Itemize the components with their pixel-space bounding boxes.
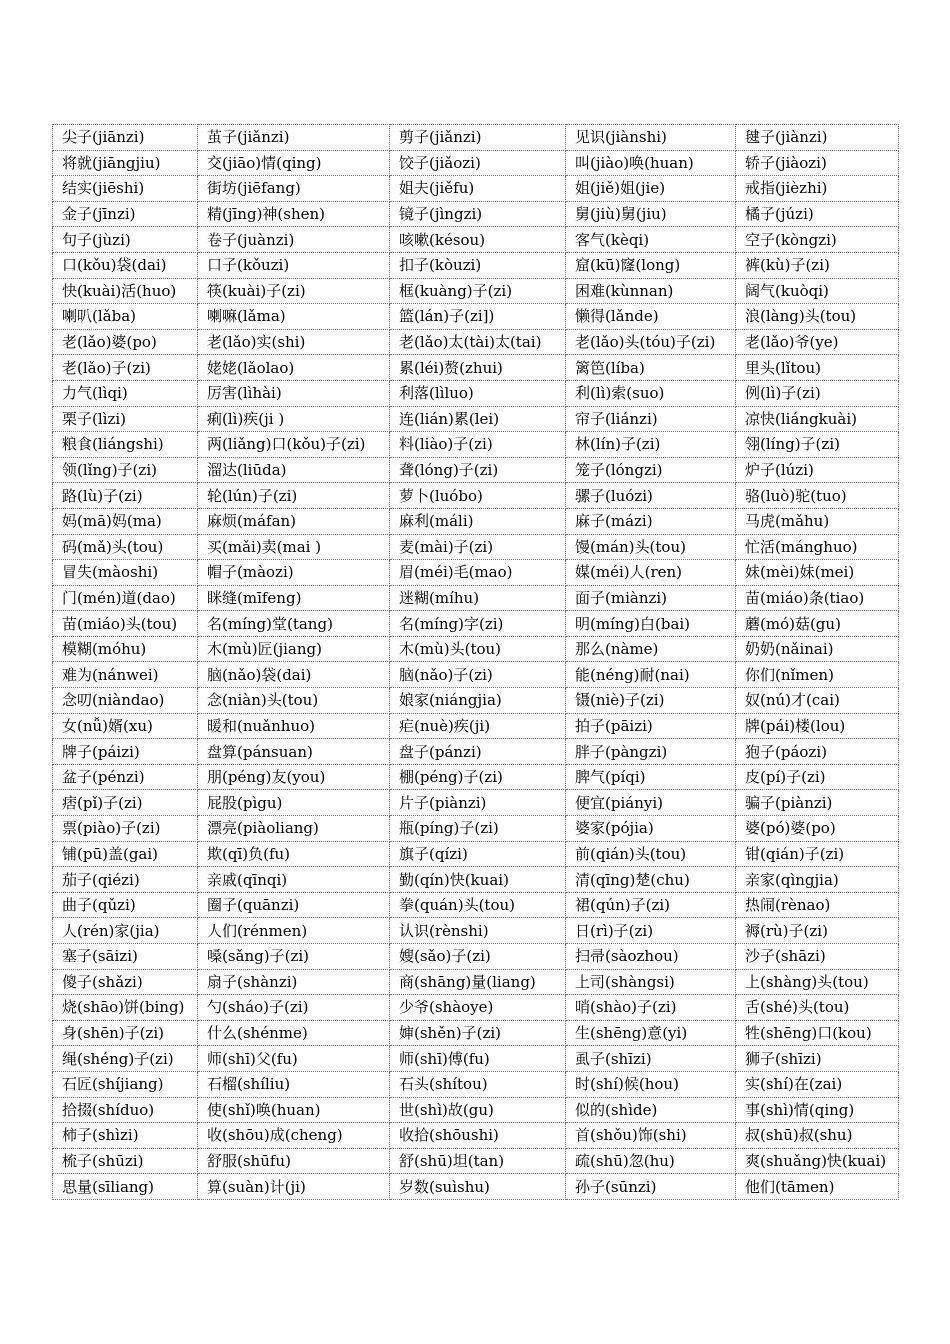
word-cell: 扇子(shànzi)	[198, 969, 390, 995]
word-cell: 老(lǎo)婆(po)	[53, 329, 198, 355]
word-cell: 票(piào)子(zi)	[53, 816, 198, 842]
word-cell: 口子(kǒuzi)	[198, 252, 390, 278]
word-cell: 聋(lóng)子(zi)	[390, 457, 566, 483]
word-cell: 师(shī)父(fu)	[198, 1046, 390, 1072]
word-cell: 老(lǎo)太(tài)太(tai)	[390, 329, 566, 355]
word-cell: 金子(jīnzi)	[53, 201, 198, 227]
word-cell: 收拾(shōushi)	[390, 1123, 566, 1149]
word-cell: 凉快(liángkuài)	[736, 406, 899, 432]
table-row	[53, 636, 899, 662]
table-row	[53, 534, 899, 560]
word-cell: 石头(shítou)	[390, 1071, 566, 1097]
table-row	[53, 918, 899, 944]
word-cell: 生(shēng)意(yi)	[566, 1020, 736, 1046]
word-cell: 棚(péng)子(zi)	[390, 764, 566, 790]
word-cell: 浪(làng)头(tou)	[736, 304, 899, 330]
word-cell: 馒(mán)头(tou)	[566, 534, 736, 560]
word-cell: 身(shēn)子(zi)	[53, 1020, 198, 1046]
word-cell: 狮子(shīzi)	[736, 1046, 899, 1072]
table-row	[53, 995, 899, 1021]
word-cell: 麦(mài)子(zi)	[390, 534, 566, 560]
table-row	[53, 432, 899, 458]
word-cell: 茧子(jiǎnzi)	[198, 125, 390, 151]
table-row	[53, 816, 899, 842]
word-cell: 句子(jùzi)	[53, 227, 198, 253]
word-cell: 骆(luò)驼(tuo)	[736, 483, 899, 509]
word-cell: 名(míng)字(zi)	[390, 611, 566, 637]
word-cell: 裙(qún)子(zi)	[566, 892, 736, 918]
word-cell: 奴(nú)才(cai)	[736, 688, 899, 714]
table-row	[53, 739, 899, 765]
word-cell: 麻利(máli)	[390, 508, 566, 534]
word-cell: 曲子(qǔzi)	[53, 892, 198, 918]
table-row	[53, 329, 899, 355]
word-cell: 毽子(jiànzi)	[736, 125, 899, 151]
word-cell: 能(néng)耐(nai)	[566, 662, 736, 688]
word-cell: 老(lǎo)头(tóu)子(zi)	[566, 329, 736, 355]
word-cell: 首(shǒu)饰(shi)	[566, 1123, 736, 1149]
word-cell: 麻子(mázi)	[566, 508, 736, 534]
word-cell: 厉害(lìhài)	[198, 380, 390, 406]
word-cell: 岁数(suìshu)	[390, 1174, 566, 1200]
word-cell: 女(nǚ)婿(xu)	[53, 713, 198, 739]
word-cell: 眉(méi)毛(mao)	[390, 560, 566, 586]
table-row	[53, 1046, 899, 1072]
word-cell: 笼子(lóngzi)	[566, 457, 736, 483]
table-row	[53, 1097, 899, 1123]
table-row	[53, 1148, 899, 1174]
word-cell: 钳(qián)子(zi)	[736, 841, 899, 867]
word-cell: 筷(kuài)子(zi)	[198, 278, 390, 304]
word-cell: 轮(lún)子(zi)	[198, 483, 390, 509]
word-cell: 连(lián)累(lei)	[390, 406, 566, 432]
word-cell: 骡子(luózi)	[566, 483, 736, 509]
word-cell: 屁股(pìgu)	[198, 790, 390, 816]
word-cell: 见识(jiànshi)	[566, 125, 736, 151]
word-cell: 冒失(màoshi)	[53, 560, 198, 586]
word-cell: 街坊(jiēfang)	[198, 176, 390, 202]
word-cell: 橘子(júzi)	[736, 201, 899, 227]
word-cell: 盘子(pánzi)	[390, 739, 566, 765]
word-cell: 领(lǐng)子(zi)	[53, 457, 198, 483]
word-cell: 实(shí)在(zai)	[736, 1071, 899, 1097]
table-row	[53, 867, 899, 893]
word-cell: 牲(shēng)口(kou)	[736, 1020, 899, 1046]
word-cell: 萝卜(luóbo)	[390, 483, 566, 509]
table-row	[53, 841, 899, 867]
word-cell: 里头(lǐtou)	[736, 355, 899, 381]
word-cell: 上司(shàngsi)	[566, 969, 736, 995]
word-cell: 亲家(qìngjia)	[736, 867, 899, 893]
table-row	[53, 688, 899, 714]
word-cell: 媒(méi)人(ren)	[566, 560, 736, 586]
word-cell: 念(niàn)头(tou)	[198, 688, 390, 714]
word-cell: 孙子(sūnzi)	[566, 1174, 736, 1200]
word-cell: 梳子(shūzi)	[53, 1148, 198, 1174]
table-row	[53, 790, 899, 816]
word-cell: 牌子(páizi)	[53, 739, 198, 765]
word-cell: 姐夫(jiěfu)	[390, 176, 566, 202]
word-cell: 栗子(lìzi)	[53, 406, 198, 432]
word-cell: 忙活(mánghuo)	[736, 534, 899, 560]
word-cell: 码(mǎ)头(tou)	[53, 534, 198, 560]
word-cell: 窟(kū)窿(long)	[566, 252, 736, 278]
word-cell: 哨(shào)子(zi)	[566, 995, 736, 1021]
word-cell: 盆子(pénzi)	[53, 764, 198, 790]
word-cell: 翎(líng)子(zi)	[736, 432, 899, 458]
word-cell: 尖子(jiānzi)	[53, 125, 198, 151]
word-cell: 爽(shuǎng)快(kuai)	[736, 1148, 899, 1174]
word-cell: 傻子(shǎzi)	[53, 969, 198, 995]
word-cell: 奶奶(nǎinai)	[736, 636, 899, 662]
word-cell: 旗子(qízi)	[390, 841, 566, 867]
word-cell: 牌(pái)楼(lou)	[736, 713, 899, 739]
word-cell: 篱笆(líba)	[566, 355, 736, 381]
table-row	[53, 1123, 899, 1149]
word-cell: 苗(miáo)头(tou)	[53, 611, 198, 637]
word-cell: 盘算(pánsuan)	[198, 739, 390, 765]
word-cell: 将就(jiāngjiu)	[53, 150, 198, 176]
word-cell: 清(qīng)楚(chu)	[566, 867, 736, 893]
word-cell: 框(kuàng)子(zi)	[390, 278, 566, 304]
word-cell: 麻烦(máfan)	[198, 508, 390, 534]
word-cell: 认识(rènshi)	[390, 918, 566, 944]
table-row	[53, 278, 899, 304]
word-cell: 疏(shū)忽(hu)	[566, 1148, 736, 1174]
word-cell: 妈(mā)妈(ma)	[53, 508, 198, 534]
word-cell: 事(shì)情(qing)	[736, 1097, 899, 1123]
word-cell: 结实(jiēshi)	[53, 176, 198, 202]
word-cell: 商(shāng)量(liang)	[390, 969, 566, 995]
word-cell: 烧(shāo)饼(bing)	[53, 995, 198, 1021]
word-cell: 虱子(shīzi)	[566, 1046, 736, 1072]
word-cell: 帽子(màozi)	[198, 560, 390, 586]
table-row	[53, 252, 899, 278]
table-row	[53, 406, 899, 432]
word-cell: 姥姥(lǎolao)	[198, 355, 390, 381]
table-row	[53, 611, 899, 637]
word-cell: 眯缝(mīfeng)	[198, 585, 390, 611]
word-cell: 交(jiāo)情(qing)	[198, 150, 390, 176]
word-cell: 名(míng)堂(tang)	[198, 611, 390, 637]
word-cell: 姐(jiě)姐(jie)	[566, 176, 736, 202]
table-row	[53, 713, 899, 739]
word-cell: 剪子(jiǎnzi)	[390, 125, 566, 151]
word-cell: 似的(shìde)	[566, 1097, 736, 1123]
word-cell: 妹(mèi)妹(mei)	[736, 560, 899, 586]
word-cell: 亲戚(qīnqi)	[198, 867, 390, 893]
word-cell: 嗓(sǎng)子(zi)	[198, 944, 390, 970]
word-cell: 叫(jiào)唤(huan)	[566, 150, 736, 176]
word-cell: 叔(shū)叔(shu)	[736, 1123, 899, 1149]
word-cell: 累(léi)赘(zhui)	[390, 355, 566, 381]
word-cell: 暖和(nuǎnhuo)	[198, 713, 390, 739]
word-cell: 勤(qín)快(kuai)	[390, 867, 566, 893]
table-row	[53, 560, 899, 586]
word-cell: 蘑(mó)菇(gu)	[736, 611, 899, 637]
word-cell: 阔气(kuòqi)	[736, 278, 899, 304]
table-row	[53, 1174, 899, 1200]
word-cell: 舒服(shūfu)	[198, 1148, 390, 1174]
word-cell: 舅(jiù)舅(jiu)	[566, 201, 736, 227]
word-cell: 算(suàn)计(ji)	[198, 1174, 390, 1200]
word-cell: 门(mén)道(dao)	[53, 585, 198, 611]
word-cell: 力气(lìqi)	[53, 380, 198, 406]
word-cell: 老(lǎo)子(zi)	[53, 355, 198, 381]
word-cell: 茄子(qiézi)	[53, 867, 198, 893]
word-cell: 喇嘛(lǎma)	[198, 304, 390, 330]
table-row	[53, 483, 899, 509]
word-cell: 马虎(mǎhu)	[736, 508, 899, 534]
word-cell: 拳(quán)头(tou)	[390, 892, 566, 918]
word-cell: 舒(shū)坦(tan)	[390, 1148, 566, 1174]
word-cell: 沙子(shāzi)	[736, 944, 899, 970]
word-cell: 拾掇(shíduo)	[53, 1097, 198, 1123]
word-cell: 热闹(rènao)	[736, 892, 899, 918]
word-cell: 勺(sháo)子(zi)	[198, 995, 390, 1021]
table-row	[53, 125, 899, 151]
word-cell: 日(rì)子(zi)	[566, 918, 736, 944]
word-cell: 便宜(piányi)	[566, 790, 736, 816]
word-cell: 镊(niè)子(zi)	[566, 688, 736, 714]
table-row	[53, 227, 899, 253]
word-cell: 痞(pǐ)子(zi)	[53, 790, 198, 816]
table-row	[53, 355, 899, 381]
word-cell: 喇叭(lǎba)	[53, 304, 198, 330]
word-cell: 明(míng)白(bai)	[566, 611, 736, 637]
word-cell: 精(jīng)神(shen)	[198, 201, 390, 227]
word-cell: 师(shī)傅(fu)	[390, 1046, 566, 1072]
table-row	[53, 508, 899, 534]
table-row	[53, 969, 899, 995]
word-cell: 路(lù)子(zi)	[53, 483, 198, 509]
table-row	[53, 764, 899, 790]
word-cell: 时(shí)候(hou)	[566, 1071, 736, 1097]
word-cell: 轿子(jiàozi)	[736, 150, 899, 176]
word-cell: 圈子(quānzi)	[198, 892, 390, 918]
word-cell: 片子(piànzi)	[390, 790, 566, 816]
word-cell: 篮(lán)子(zi])	[390, 304, 566, 330]
word-cell: 铺(pū)盖(gai)	[53, 841, 198, 867]
word-cell: 客气(kèqi)	[566, 227, 736, 253]
word-cell: 老(lǎo)实(shi)	[198, 329, 390, 355]
table-row	[53, 662, 899, 688]
word-cell: 镜子(jìngzi)	[390, 201, 566, 227]
word-cell: 拍子(pāizi)	[566, 713, 736, 739]
word-cell: 胖子(pàngzi)	[566, 739, 736, 765]
word-cell: 疟(nuè)疾(ji)	[390, 713, 566, 739]
word-cell: 利落(lìluo)	[390, 380, 566, 406]
word-cell: 少爷(shàoye)	[390, 995, 566, 1021]
table-row	[53, 150, 899, 176]
table-row	[53, 457, 899, 483]
word-cell: 裤(kù)子(zi)	[736, 252, 899, 278]
word-cell: 买(mǎi)卖(mai )	[198, 534, 390, 560]
word-cell: 使(shǐ)唤(huan)	[198, 1097, 390, 1123]
word-cell: 朋(péng)友(you)	[198, 764, 390, 790]
word-cell: 快(kuài)活(huo)	[53, 278, 198, 304]
table-row	[53, 944, 899, 970]
table-row	[53, 1020, 899, 1046]
table-row	[53, 1071, 899, 1097]
word-cell: 脑(nǎo)袋(dai)	[198, 662, 390, 688]
word-cell: 欺(qī)负(fu)	[198, 841, 390, 867]
table-row	[53, 892, 899, 918]
word-cell: 柿子(shìzi)	[53, 1123, 198, 1149]
word-cell: 林(lín)子(zi)	[566, 432, 736, 458]
word-cell: 脾气(píqi)	[566, 764, 736, 790]
word-cell: 饺子(jiǎozi)	[390, 150, 566, 176]
word-cell: 思量(sīliang)	[53, 1174, 198, 1200]
word-cell: 模糊(móhu)	[53, 636, 198, 662]
word-cell: 什么(shénme)	[198, 1020, 390, 1046]
table-row	[53, 304, 899, 330]
table-row	[53, 176, 899, 202]
word-cell: 迷糊(míhu)	[390, 585, 566, 611]
word-cell: 舌(shé)头(tou)	[736, 995, 899, 1021]
word-cell: 塞子(sāizi)	[53, 944, 198, 970]
word-cell: 皮(pí)子(zi)	[736, 764, 899, 790]
table-row	[53, 201, 899, 227]
word-cell: 人们(rénmen)	[198, 918, 390, 944]
word-cell: 两(liǎng)口(kǒu)子(zi)	[198, 432, 390, 458]
word-cell: 痢(lì)疾(ji )	[198, 406, 390, 432]
word-cell: 空子(kòngzi)	[736, 227, 899, 253]
word-cell: 困难(kùnnan)	[566, 278, 736, 304]
word-cell: 口(kǒu)袋(dai)	[53, 252, 198, 278]
word-cell: 面子(miànzi)	[566, 585, 736, 611]
word-cell: 前(qián)头(tou)	[566, 841, 736, 867]
word-cell: 褥(rù)子(zi)	[736, 918, 899, 944]
word-cell: 石匠(shíjiang)	[53, 1071, 198, 1097]
word-cell: 他们(tāmen)	[736, 1174, 899, 1200]
word-cell: 狍子(páozi)	[736, 739, 899, 765]
word-cell: 难为(nánwei)	[53, 662, 198, 688]
word-cell: 例(lì)子(zi)	[736, 380, 899, 406]
word-cell: 世(shì)故(gu)	[390, 1097, 566, 1123]
word-cell: 漂亮(piàoliang)	[198, 816, 390, 842]
word-cell: 婶(shěn)子(zi)	[390, 1020, 566, 1046]
table-row	[53, 585, 899, 611]
word-cell: 木(mù)匠(jiang)	[198, 636, 390, 662]
word-cell: 溜达(liūda)	[198, 457, 390, 483]
word-cell: 卷子(juànzi)	[198, 227, 390, 253]
word-cell: 骗子(piànzi)	[736, 790, 899, 816]
word-cell: 娘家(niángjia)	[390, 688, 566, 714]
word-cell: 那么(nàme)	[566, 636, 736, 662]
word-cell: 你们(nǐmen)	[736, 662, 899, 688]
word-cell: 戒指(jièzhi)	[736, 176, 899, 202]
word-cell: 收(shōu)成(cheng)	[198, 1123, 390, 1149]
word-cell: 脑(nǎo)子(zi)	[390, 662, 566, 688]
word-cell: 上(shàng)头(tou)	[736, 969, 899, 995]
word-cell: 苗(miáo)条(tiao)	[736, 585, 899, 611]
table-row	[53, 380, 899, 406]
word-cell: 懒得(lǎnde)	[566, 304, 736, 330]
word-cell: 木(mù)头(tou)	[390, 636, 566, 662]
word-cell: 老(lǎo)爷(ye)	[736, 329, 899, 355]
word-cell: 炉子(lúzi)	[736, 457, 899, 483]
word-cell: 咳嗽(késou)	[390, 227, 566, 253]
word-cell: 婆(pó)婆(po)	[736, 816, 899, 842]
word-cell: 利(lì)索(suo)	[566, 380, 736, 406]
word-cell: 念叨(niàndao)	[53, 688, 198, 714]
pinyin-word-table	[52, 124, 899, 1200]
word-cell: 婆家(pójia)	[566, 816, 736, 842]
word-cell: 绳(shéng)子(zi)	[53, 1046, 198, 1072]
word-cell: 粮食(liángshi)	[53, 432, 198, 458]
word-cell: 扣子(kòuzi)	[390, 252, 566, 278]
word-cell: 料(liào)子(zi)	[390, 432, 566, 458]
word-cell: 扫帚(sàozhou)	[566, 944, 736, 970]
word-cell: 瓶(píng)子(zi)	[390, 816, 566, 842]
word-cell: 石榴(shíliu)	[198, 1071, 390, 1097]
word-cell: 嫂(sǎo)子(zi)	[390, 944, 566, 970]
word-cell: 人(rén)家(jia)	[53, 918, 198, 944]
word-cell: 帘子(liánzi)	[566, 406, 736, 432]
word-table-body	[53, 125, 899, 1200]
